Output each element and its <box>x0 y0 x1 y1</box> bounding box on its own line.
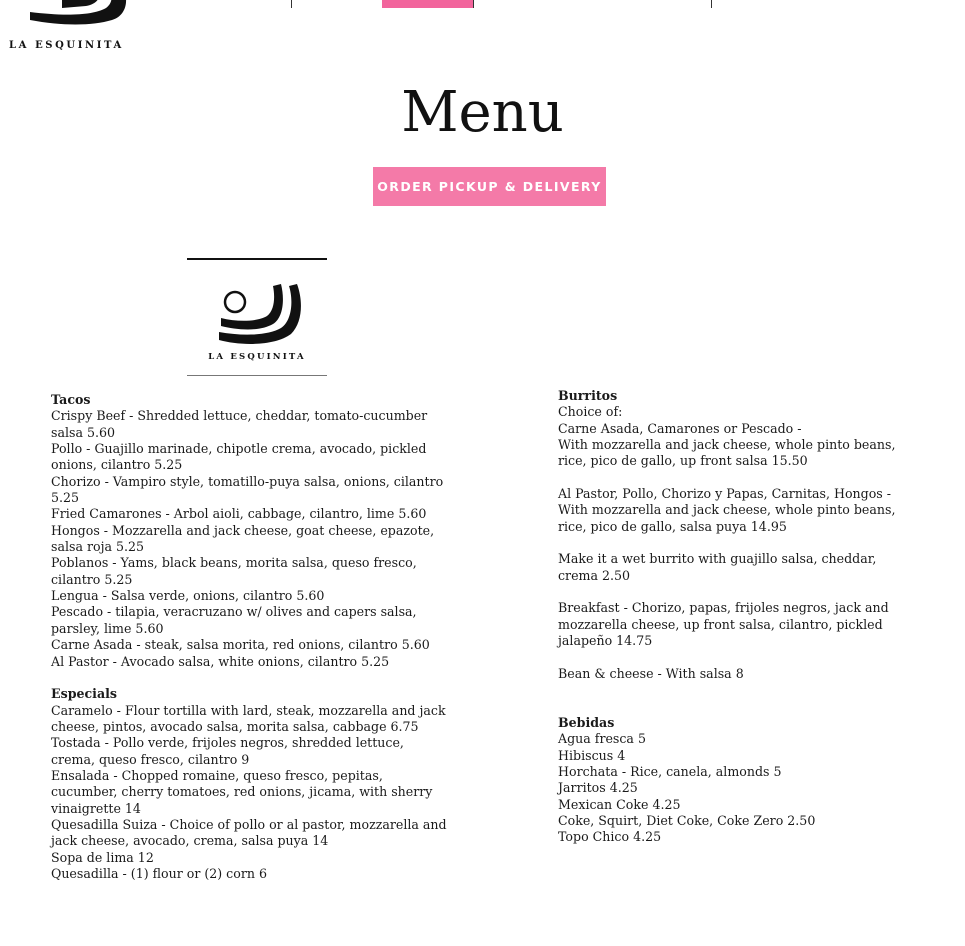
menu-line: Crispy Beef - Shredded lettuce, cheddar, tomato-cucumber <box>51 408 428 424</box>
tacos-list <box>51 408 471 670</box>
menu-line: rice, pico de gallo, up front salsa 15.50 <box>558 453 808 469</box>
menu-line: Agua fresca 5 <box>558 731 646 747</box>
menu-line: cheese, pintos, avocado salsa, morita salsa, cabbage 6.75 <box>51 718 419 734</box>
section-title-bebidas: Bebidas <box>558 714 615 730</box>
menu-line: crema, queso fresco, cilantro 9 <box>51 751 250 767</box>
menu-line: Choice of: <box>558 404 623 420</box>
menu-line: Hongos - Mozzarella and jack cheese, goat cheese, epazote, <box>51 522 435 538</box>
burritos-block <box>558 551 923 584</box>
menu-right-column <box>558 388 923 846</box>
menu-line: Poblanos - Yams, black beans, morita salsa, queso fresco, <box>51 555 417 571</box>
menu-line: Pollo - Guajillo marinade, chipotle crema, avocado, pickled <box>51 441 427 457</box>
section-title-especials: Especials <box>51 686 117 702</box>
menu-line: Jarritos 4.25 <box>558 780 638 796</box>
menu-line: Chorizo - Vampiro style, tomatillo-puya salsa, onions, cilantro <box>51 473 444 489</box>
menu-line: Carne Asada - steak, salsa morita, red onions, cilantro 5.60 <box>51 637 430 653</box>
menu-line: Al Pastor, Pollo, Chorizo y Papas, Carnitas, Hongos - <box>558 486 892 502</box>
nav-divider <box>473 0 474 8</box>
menu-line: jack cheese, avocado, crema, salsa puya 14 <box>51 833 329 849</box>
logo-mark-icon <box>22 0 132 30</box>
menu-line: Make it a wet burrito with guajillo salsa, cheddar, <box>558 551 877 567</box>
menu-image <box>0 240 965 940</box>
menu-line: With mozzarella and jack cheese, whole pinto beans, <box>558 437 896 453</box>
menu-line: Ensalada - Chopped romaine, queso fresco, pepitas, <box>51 767 383 783</box>
burritos-block <box>558 404 923 469</box>
menu-line: Pescado - tilapia, veracruzano w/ olives and capers salsa, <box>51 604 417 620</box>
menu-line: Coke, Squirt, Diet Coke, Coke Zero 2.50 <box>558 812 816 828</box>
menu-line: Al Pastor - Avocado salsa, white onions, cilantro 5.25 <box>51 653 390 669</box>
menu-line: crema 2.50 <box>558 567 631 583</box>
especials-list <box>51 703 471 883</box>
burritos-block <box>558 600 923 649</box>
menu-line: rice, pico de gallo, salsa puya 14.95 <box>558 518 787 534</box>
menu-logo-text: LA ESQUINITA <box>208 352 306 362</box>
menu-line: mozzarella cheese, up front salsa, cilantro, pickled <box>558 616 883 632</box>
menu-line: Bean & cheese - With salsa 8 <box>558 665 744 681</box>
menu-line: parsley, lime 5.60 <box>51 620 164 636</box>
section-title-burritos: Burritos <box>558 388 618 403</box>
menu-line: cucumber, cherry tomatoes, red onions, jicama, with sherry <box>51 784 433 800</box>
nav-item-menu-active[interactable] <box>382 0 474 8</box>
section-title-tacos: Tacos <box>51 392 91 407</box>
menu-line: Carne Asada, Camarones or Pescado - <box>558 420 802 436</box>
burritos-block <box>558 666 923 682</box>
menu-line: Sopa de lima 12 <box>51 849 154 865</box>
nav-divider <box>291 0 292 8</box>
menu-line: salsa roja 5.25 <box>51 539 145 555</box>
menu-line: jalapeño 14.75 <box>558 633 653 649</box>
menu-line: Breakfast - Chorizo, papas, frijoles negros, jack and <box>558 600 889 616</box>
bebidas-list <box>558 731 923 845</box>
menu-line: Topo Chico 4.25 <box>558 829 662 845</box>
menu-line: Tostada - Pollo verde, frijoles negros, shredded lettuce, <box>51 735 404 751</box>
order-pickup-delivery-button[interactable]: ORDER PICKUP & DELIVERY <box>373 167 606 206</box>
nav-divider <box>711 0 712 8</box>
menu-line: Caramelo - Flour tortilla with lard, steak, mozzarella and jack <box>51 702 446 718</box>
site-logo[interactable] <box>0 0 140 56</box>
menu-left-column <box>51 392 471 882</box>
menu-line: Horchata - Rice, canela, almonds 5 <box>558 763 782 779</box>
menu-line: Mexican Coke 4.25 <box>558 796 681 812</box>
burritos-block <box>558 486 923 535</box>
menu-line: Hibiscus 4 <box>558 747 626 763</box>
menu-line: 5.25 <box>51 490 80 506</box>
menu-line: salsa 5.60 <box>51 424 116 440</box>
page-title: Menu <box>401 80 564 145</box>
menu-line: Quesadilla - (1) flour or (2) corn 6 <box>51 865 267 881</box>
menu-logo <box>187 258 327 376</box>
menu-line: cilantro 5.25 <box>51 571 133 587</box>
menu-line: Lengua - Salsa verde, onions, cilantro 5.60 <box>51 588 325 604</box>
logo-text: LA ESQUINITA <box>9 40 124 51</box>
menu-line: Quesadilla Suiza - Choice of pollo or al pastor, mozzarella and <box>51 816 447 832</box>
menu-line: onions, cilantro 5.25 <box>51 457 183 473</box>
logo-mark-icon <box>211 278 305 348</box>
menu-line: Fried Camarones - Arbol aioli, cabbage, cilantro, lime 5.60 <box>51 506 427 522</box>
menu-line: vinaigrette 14 <box>51 800 141 816</box>
menu-line: With mozzarella and jack cheese, whole pinto beans, <box>558 502 896 518</box>
